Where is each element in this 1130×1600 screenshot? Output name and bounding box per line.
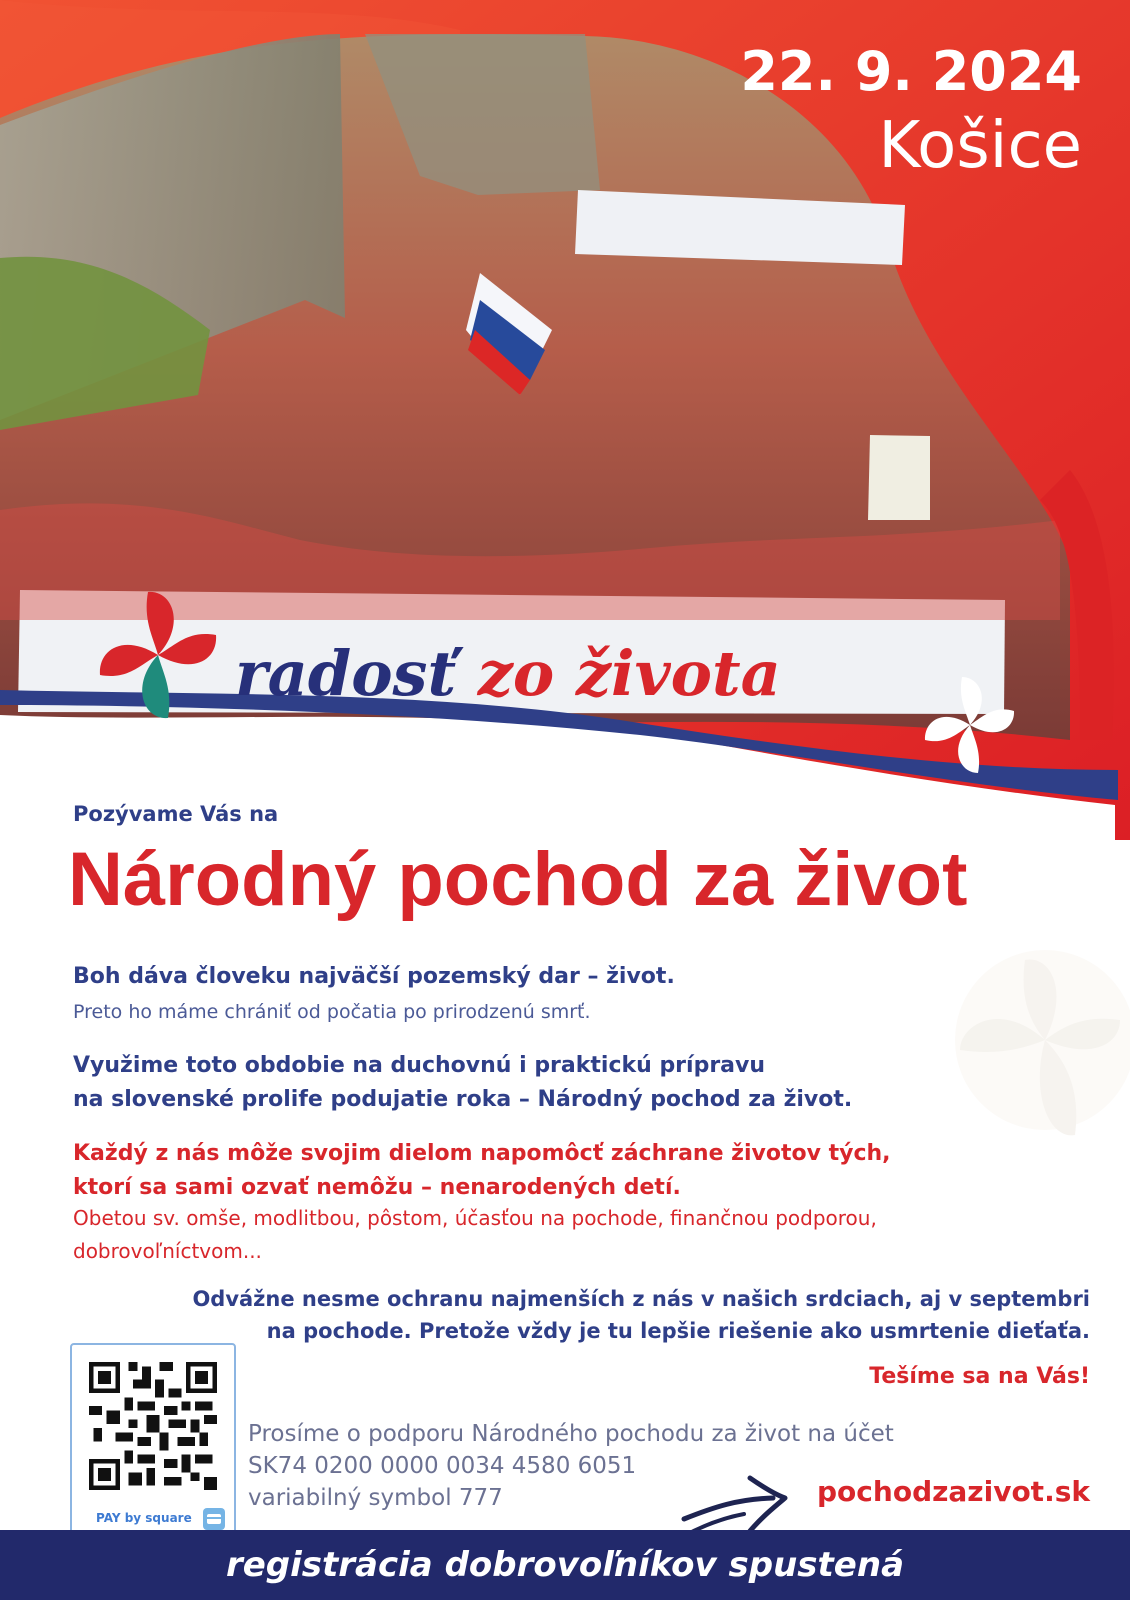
bank-account: SK74 0200 0000 0034 4580 6051	[248, 1453, 637, 1479]
message-line-1: Boh dáva človeku najväčší pozemský dar – život.	[73, 964, 675, 989]
event-date: 22. 9. 2024	[740, 40, 1082, 103]
message-line-7: Obetou sv. omše, modlitbou, pôstom, účasťou na pochode, finančnou podporou,	[73, 1206, 877, 1230]
message-line-5: Každý z nás môže svojim dielom napomôcť záchrane životov tých,	[73, 1141, 891, 1166]
message-line-4: na slovenské prolife podujatie roka – Národný pochod za život.	[73, 1087, 853, 1112]
message-line-6: ktorí sa sami ozvať nemôžu – nenarodených detí.	[73, 1175, 681, 1200]
qr-code-icon[interactable]	[89, 1362, 217, 1490]
banner-word-radost: radosť	[235, 637, 457, 710]
website-link[interactable]: pochodzazivot.sk	[817, 1475, 1090, 1508]
banner-slogan	[235, 636, 955, 712]
pay-by-square-label: PAY by square	[96, 1511, 192, 1525]
bank-card-icon	[202, 1507, 226, 1531]
event-city: Košice	[878, 109, 1082, 183]
message-line-2: Preto ho máme chrániť od počatia po prirodzenú smrť.	[73, 1001, 591, 1023]
banner-word-zivota: života	[575, 637, 781, 710]
page-title: Národný pochod za život	[68, 837, 968, 922]
arrow-icon	[680, 1467, 800, 1539]
banner-word-zo: zo	[477, 637, 555, 710]
message-line-3: Využime toto obdobie na duchovnú i praktickú prípravu	[73, 1053, 766, 1078]
variable-symbol: variabilný symbol 777	[248, 1485, 503, 1511]
closing-thanks: Tešíme sa na Vás!	[869, 1364, 1090, 1389]
footer-registration-banner: registrácia dobrovoľníkov spustená	[0, 1530, 1130, 1600]
message-line-8: dobrovoľníctvom...	[73, 1239, 262, 1263]
invitation-intro: Pozývame Vás na	[73, 802, 279, 826]
closing-line-1: Odvážne nesme ochranu najmenších z nás v našich srdciach, aj v septembri	[192, 1287, 1090, 1311]
closing-line-2: na pochode. Pretože vždy je tu lepšie riešenie ako usmrtenie dieťaťa.	[266, 1319, 1090, 1343]
payment-qr-card[interactable]	[70, 1343, 236, 1539]
support-request: Prosíme o podporu Národného pochodu za život na účet	[248, 1421, 894, 1447]
